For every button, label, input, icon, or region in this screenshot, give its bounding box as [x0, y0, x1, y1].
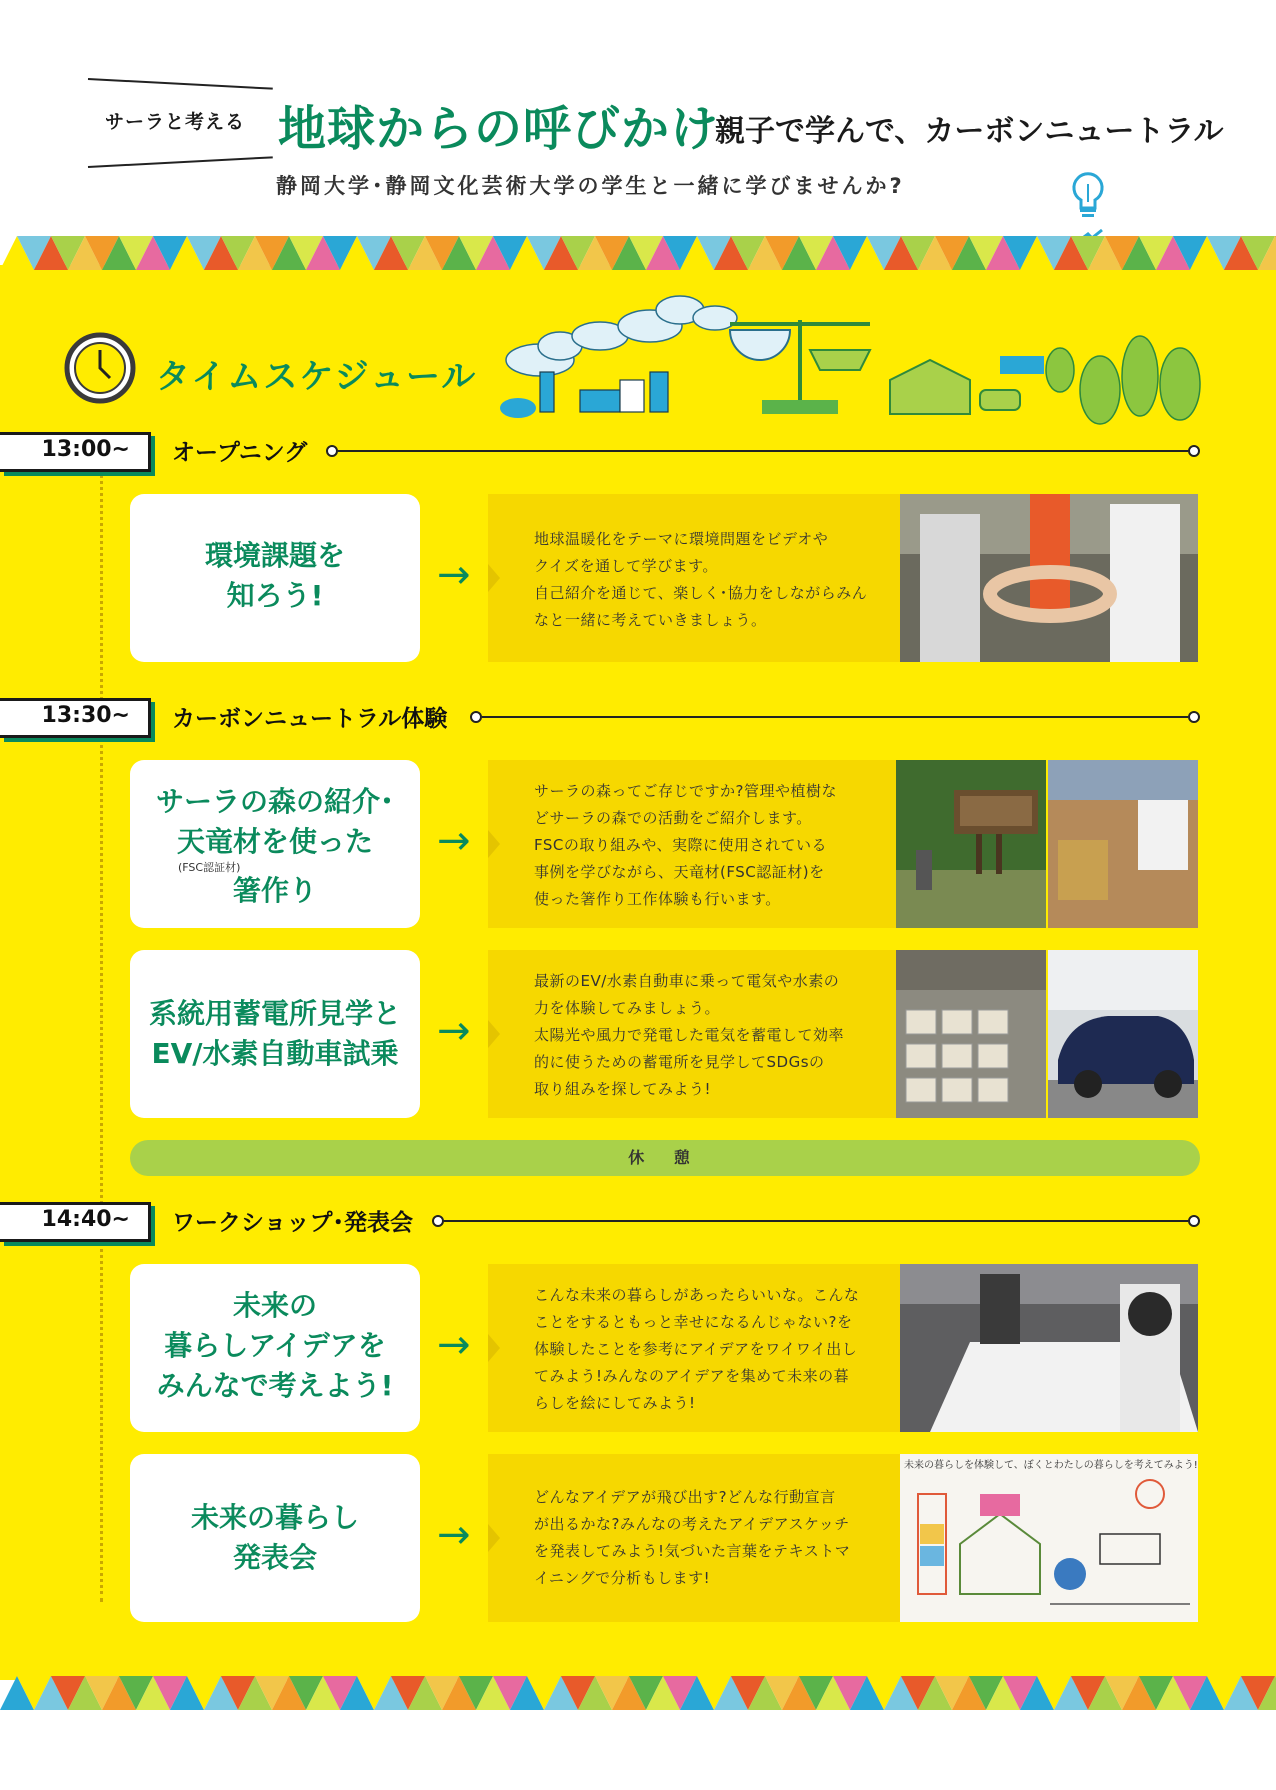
time-text: 13:00~: [41, 437, 130, 462]
time-label: [0, 698, 151, 738]
desc-line: 太陽光や風力で発電した電気を蓄電して効率: [534, 1026, 845, 1044]
desc-line: どサーラの森での活動をご紹介します。: [534, 809, 812, 827]
desc-line: てみよう!みんなのアイデアを集めて未来の暮: [534, 1367, 850, 1385]
desc-line: FSCの取り組みや、実際に使用されている: [534, 836, 828, 854]
photo-hands-circle: [900, 494, 1198, 662]
desc-line: 的に使うための蓄電所を見学してSDGsの: [534, 1053, 825, 1071]
panel-notch: [488, 1334, 500, 1362]
description-text: [534, 778, 837, 913]
time-label: [0, 432, 151, 472]
lead-text: 静岡大学･静岡文化芸術大学の学生と一緒に学びませんか?: [276, 174, 905, 198]
arrow-right-icon: →: [437, 1008, 471, 1054]
header-tag: サーラと考える: [104, 111, 245, 133]
arrow-right-icon: →: [437, 1512, 471, 1558]
section-label-workshop: ワークショップ･発表会: [172, 1210, 414, 1236]
card-note: (FSC認証材): [178, 861, 241, 874]
triangle-border-top: [0, 236, 1276, 270]
card-title-line: 発表会: [232, 1541, 317, 1574]
section-label-carbon: カーボンニュートラル体験: [172, 706, 448, 732]
section-line-end: [1188, 711, 1200, 723]
desc-line: 体験したことを参考にアイデアをワイワイ出し: [534, 1340, 858, 1358]
card-title-line: 未来の: [232, 1289, 317, 1322]
desc-line: 力を体験してみましょう。: [534, 999, 721, 1017]
section-line-start: [432, 1215, 444, 1227]
page-title: 地球からの呼びかけ: [278, 101, 720, 157]
card-title-line: 暮らしアイデアを: [164, 1329, 386, 1362]
card-title-line: みんなで考えよう!: [156, 1369, 394, 1402]
panel-notch: [488, 830, 500, 858]
desc-line: 自己紹介を通じて、楽しく･協力をしながらみん: [534, 584, 868, 602]
activity-card: [130, 1454, 420, 1622]
arrow-right-icon: →: [437, 1322, 471, 1368]
activity-card: [130, 1264, 420, 1432]
desc-line: ことをするともっと幸せになるんじゃない?を: [534, 1313, 853, 1331]
arrow-right-icon: →: [437, 818, 471, 864]
desc-line: 取り組みを探してみよう!: [534, 1080, 712, 1098]
header-rule-top: [88, 78, 273, 90]
desc-line: こんな未来の暮らしがあったらいいな。こんな: [534, 1286, 860, 1304]
section-label-opening: オープニング: [172, 440, 308, 466]
header-rule-bottom: [88, 156, 273, 168]
photo-future-drawing: [900, 1454, 1198, 1622]
description-text: [534, 1282, 859, 1417]
desc-line: 地球温暖化をテーマに環境問題をビデオや: [534, 530, 829, 548]
card-title-line: 天竜材を使った: [176, 825, 373, 858]
drawing-caption: 未来の暮らしを体験して、ぼくとわたしの暮らしを考えてみよう!: [904, 1460, 1198, 1471]
card-title-line: 箸作り: [232, 874, 317, 907]
card-title-line: 系統用蓄電所見学と: [148, 997, 401, 1030]
eco-illustration: [500, 280, 1210, 434]
desc-line: どんなアイデアが飛び出す?どんな行動宣言: [534, 1488, 836, 1506]
section-line-start: [326, 445, 338, 457]
description-text: [534, 968, 844, 1103]
clock-icon: [62, 330, 138, 410]
section-line-end: [1188, 1215, 1200, 1227]
panel-notch: [488, 564, 500, 592]
photo-forest-sign: [896, 760, 1046, 928]
section-line: [482, 716, 1188, 718]
section-line-start: [470, 711, 482, 723]
desc-line: 最新のEV/水素自動車に乗って電気や水素の: [534, 972, 840, 990]
desc-line: らしを絵にしてみよう!: [534, 1394, 696, 1412]
arrow-right-icon: →: [437, 552, 471, 598]
card-title-line: 未来の暮らし: [190, 1501, 359, 1534]
time-text: 13:30~: [41, 703, 130, 728]
activity-card: [130, 760, 420, 928]
description-text: [534, 1484, 850, 1592]
photo-planting: [1048, 760, 1198, 928]
desc-line: を発表してみよう!気づいた言葉をテキストマ: [534, 1542, 851, 1560]
desc-line: 使った箸作り工作体験も行います。: [534, 890, 781, 908]
photo-workshop: [900, 1264, 1198, 1432]
card-title-line: 環境課題を: [204, 539, 345, 572]
activity-card: [130, 950, 420, 1118]
panel-notch: [488, 1020, 500, 1048]
timeline-line: [100, 462, 103, 1602]
desc-line: イニングで分析もします!: [534, 1569, 711, 1587]
activity-card: [130, 494, 420, 662]
desc-line: クイズを通して学びます。: [534, 557, 718, 575]
panel-notch: [488, 1524, 500, 1552]
desc-line: 事例を学びながら、天竜材(FSC認証材)を: [534, 863, 825, 881]
time-label: [0, 1202, 151, 1242]
section-line: [444, 1220, 1188, 1222]
break-bar: 休 憩: [130, 1140, 1200, 1176]
description-text: [534, 526, 867, 634]
section-line: [338, 450, 1188, 452]
desc-line: なと一緒に考えていきましょう。: [534, 611, 767, 629]
photo-ev-car: [1048, 950, 1198, 1118]
section-line-end: [1188, 445, 1200, 457]
card-title-line: サーラの森の紹介･: [155, 785, 394, 818]
page-subtitle: 親子で学んで、カーボンニュートラル: [715, 114, 1224, 149]
card-title-line: 知ろう!: [226, 579, 324, 612]
schedule-heading: タイムスケジュール: [156, 357, 478, 397]
triangle-border-bottom: [0, 1676, 1276, 1710]
time-text: 14:40~: [41, 1207, 130, 1232]
desc-line: サーラの森ってご存じですか?管理や植樹な: [534, 782, 837, 800]
desc-line: が出るかな?みんなの考えたアイデアスケッチ: [534, 1515, 850, 1533]
photo-battery-station: [896, 950, 1046, 1118]
card-title-line: EV/水素自動車試乗: [151, 1037, 399, 1070]
